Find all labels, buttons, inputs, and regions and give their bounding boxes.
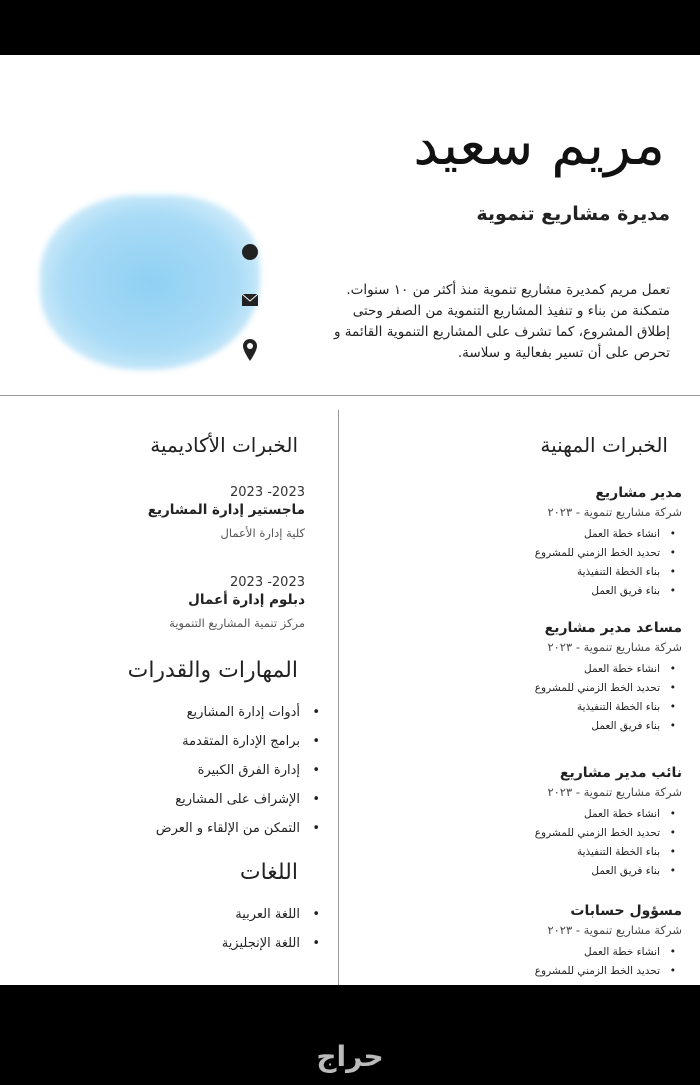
company: شركة مشاريع تنموية - ٢٠٢٣ — [547, 923, 682, 937]
job-title: نائب مدير مشاريع — [559, 765, 682, 781]
skill: • إدارة الفرق الكبيرة — [156, 756, 300, 785]
school: مركز تنمية المشاريع التنموية — [169, 616, 305, 630]
location-icon — [240, 338, 260, 362]
job-entry — [382, 765, 682, 881]
company: شركة مشاريع تنموية - ٢٠٢٣ — [547, 785, 682, 799]
school: كلية إدارة الأعمال — [220, 526, 305, 540]
task: • تحديد الخط الزمني للمشروع — [382, 824, 660, 843]
company: شركة مشاريع تنموية - ٢٠٢٣ — [547, 505, 682, 519]
education-entry — [45, 485, 305, 540]
task: • انشاء خطة العمل — [382, 805, 660, 824]
summary: تعمل مريم كمديرة مشاريع تنموية منذ أكثر من ١٠ سنوات. متمكنة من بناء و تنفيذ المشاريع التنموية من الصفر وحتى إطلاق المشروع، كما تشرف على المشاريع التنموية القائمة و تحرص على أن تسير بفعالية و سلاسة. — [333, 282, 670, 361]
resume-page — [0, 55, 700, 985]
candidate-name: مريم سعيد — [413, 113, 665, 178]
task: • بناء الخطة التنفيذية — [382, 563, 660, 582]
task: • انشاء خطة العمل — [382, 660, 660, 679]
task: • تحديد الخط الزمني للمشروع — [382, 544, 660, 563]
task: • تحديد الخط الزمني للمشروع — [382, 962, 660, 981]
task: • بناء الخطة التنفيذية — [382, 698, 660, 717]
blurred-photo — [40, 195, 260, 370]
skill: • الإشراف على المشاريع — [156, 785, 300, 814]
job-entry — [382, 903, 682, 981]
column-divider — [338, 410, 339, 985]
task: • بناء فريق العمل — [382, 862, 660, 881]
phone-icon — [240, 242, 260, 262]
skills-list — [156, 698, 300, 843]
languages-heading: اللغات — [239, 860, 298, 885]
task: • انشاء خطة العمل — [382, 525, 660, 544]
skill: • برامج الإدارة المتقدمة — [156, 727, 300, 756]
job-title: مديرة مشاريع تنموية — [476, 203, 670, 225]
language: • اللغة العربية — [222, 900, 300, 929]
task: • انشاء خطة العمل — [382, 943, 660, 962]
watermark: حراج — [316, 1040, 384, 1073]
task: • بناء الخطة التنفيذية — [382, 843, 660, 862]
skill: • التمكن من الإلقاء و العرض — [156, 814, 300, 843]
language: • اللغة الإنجليزية — [222, 929, 300, 958]
job-title: مدير مشاريع — [595, 485, 682, 501]
skill: • أدوات إدارة المشاريع — [156, 698, 300, 727]
divider — [0, 395, 700, 396]
task: • بناء فريق العمل — [382, 582, 660, 601]
job-title: مساعد مدير مشاريع — [544, 620, 682, 636]
company: شركة مشاريع تنموية - ٢٠٢٣ — [547, 640, 682, 654]
degree: ماجستير إدارة المشاريع — [147, 502, 305, 518]
languages-list — [222, 900, 300, 958]
task: • بناء فريق العمل — [382, 717, 660, 736]
task: • تحديد الخط الزمني للمشروع — [382, 679, 660, 698]
years: 2023 -2023 — [230, 485, 305, 500]
job-entry — [382, 620, 682, 736]
email-icon — [240, 290, 260, 310]
job-title: مسؤول حسابات — [570, 903, 682, 919]
skills-heading: المهارات والقدرات — [127, 658, 298, 683]
years: 2023 -2023 — [230, 575, 305, 590]
experience-heading: الخبرات المهنية — [540, 433, 668, 457]
job-entry — [382, 485, 682, 601]
degree: دبلوم إدارة أعمال — [188, 592, 305, 608]
education-entry — [45, 575, 305, 630]
education-heading: الخبرات الأكاديمية — [150, 433, 298, 457]
